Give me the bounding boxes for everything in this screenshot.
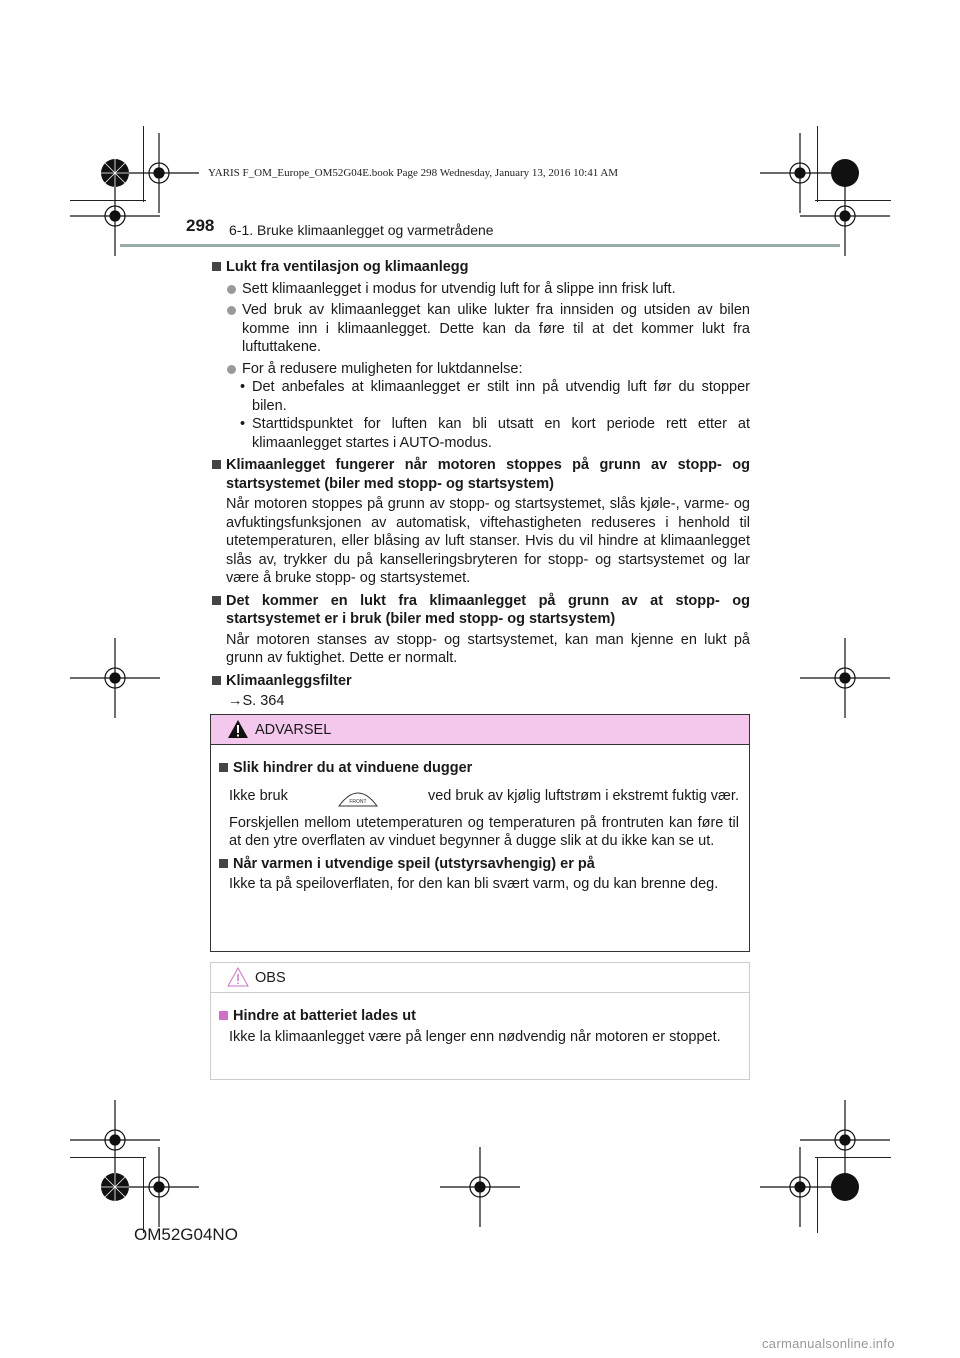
notice-heading: Hindre at batteriet lades ut (217, 1007, 739, 1026)
warning-text: Ikke bruk (229, 788, 288, 805)
warning-triangle-icon (227, 719, 249, 739)
notice-header (211, 963, 749, 993)
page-number: 298 (186, 216, 215, 235)
footer-code: OM52G04NO (134, 1225, 238, 1244)
paragraph (217, 786, 739, 808)
page-reference-link[interactable]: →S. 364 (228, 693, 285, 709)
warning-box (210, 714, 750, 952)
section-heading: Lukt fra ventilasjon og klimaanlegg (210, 258, 750, 277)
notice-text: Ikke la klimaanlegget være på lenger enn nødvendig når motoren er stoppet. (229, 1028, 721, 1045)
warning-header (211, 715, 749, 745)
svg-text:FRONT: FRONT (349, 798, 367, 805)
notice-title: OBS (255, 970, 286, 986)
warning-text: ved bruk av kjølig luftstrøm i ekstremt fuktig vær. (427, 788, 739, 805)
warning-heading: Når varmen i utvendige speil (utstyrsavhengig) er på (217, 855, 739, 874)
file-info: YARIS F_OM_Europe_OM52G04E.book Page 298 Wednesday, January 13, 2016 10:41 AM (208, 167, 619, 179)
defroster-button-icon (337, 786, 379, 808)
bullet-item: Sett klimaanlegget i modus for utvendig luft for å slippe inn frisk luft. (210, 280, 750, 299)
section-heading: Det kommer en lukt fra klimaanlegget på grunn av at stopp- og startsystemet er i bruk (biler med stopp- og startsystem) (210, 592, 750, 629)
caution-triangle-icon (227, 967, 249, 987)
warning-heading: Slik hindrer du at vinduene dugger (217, 759, 739, 778)
sub-bullet-item: • Det anbefales at klimaanlegget er stilt inn på utvendig luft før du stopper bilen. (210, 378, 750, 415)
warning-text: Ikke ta på speiloverflaten, for den kan bli svært varm, og du kan brenne deg. (229, 876, 719, 892)
paragraph: Når motoren stanses av stopp- og startsystemet, kan man kjenne en lukt på grunn av fuktighet. Dette er normalt. (226, 631, 750, 666)
bullet-item: Ved bruk av klimaanlegget kan ulike lukter fra innsiden og utsiden av bilen komme inn i klimaanlegget. Dette kan da føre til at det kommer lukt fra luftuttakene. (210, 301, 750, 357)
main-content (210, 254, 750, 711)
section-heading: Klimaanlegget fungerer når motoren stoppes på grunn av stopp- og startsystemet (biler med stopp- og startsystem) (210, 456, 750, 493)
section-title: 6-1. Bruke klimaanlegget og varmetrådene (229, 222, 494, 238)
paragraph: Når motoren stoppes på grunn av stopp- og startsystemet, slås kjøle-, varme- og avfuktingsfunksjonen av automatisk, viftehastigheten reduseres i henhold til utetemperaturen, eller blåsing av luft stanser. Hvis du vil hindre at klimaanlegget slås av, trykker du på kanselleringsbryteren for stopp- og startsystemet og lar være å bruke stopp- og startsystemet. (226, 496, 750, 586)
header-rule (120, 244, 840, 247)
section-heading: Klimaanleggsfilter (210, 672, 750, 691)
sub-bullet-item: • Starttidspunktet for luften kan bli utsatt en kort periode rett etter at klimaanlegget startes i AUTO-modus. (210, 415, 750, 452)
notice-box (210, 962, 750, 1080)
warning-text: Forskjellen mellom utetemperaturen og temperaturen på frontruten kan føre til at den ytre overflaten av vinduet begynner å dugge slik at du ikke kan se ut. (229, 814, 739, 849)
watermark: carmanualsonline.info (762, 1336, 895, 1351)
warning-title: ADVARSEL (255, 722, 332, 738)
bullet-item: For å redusere muligheten for luktdannelse: (210, 360, 750, 379)
